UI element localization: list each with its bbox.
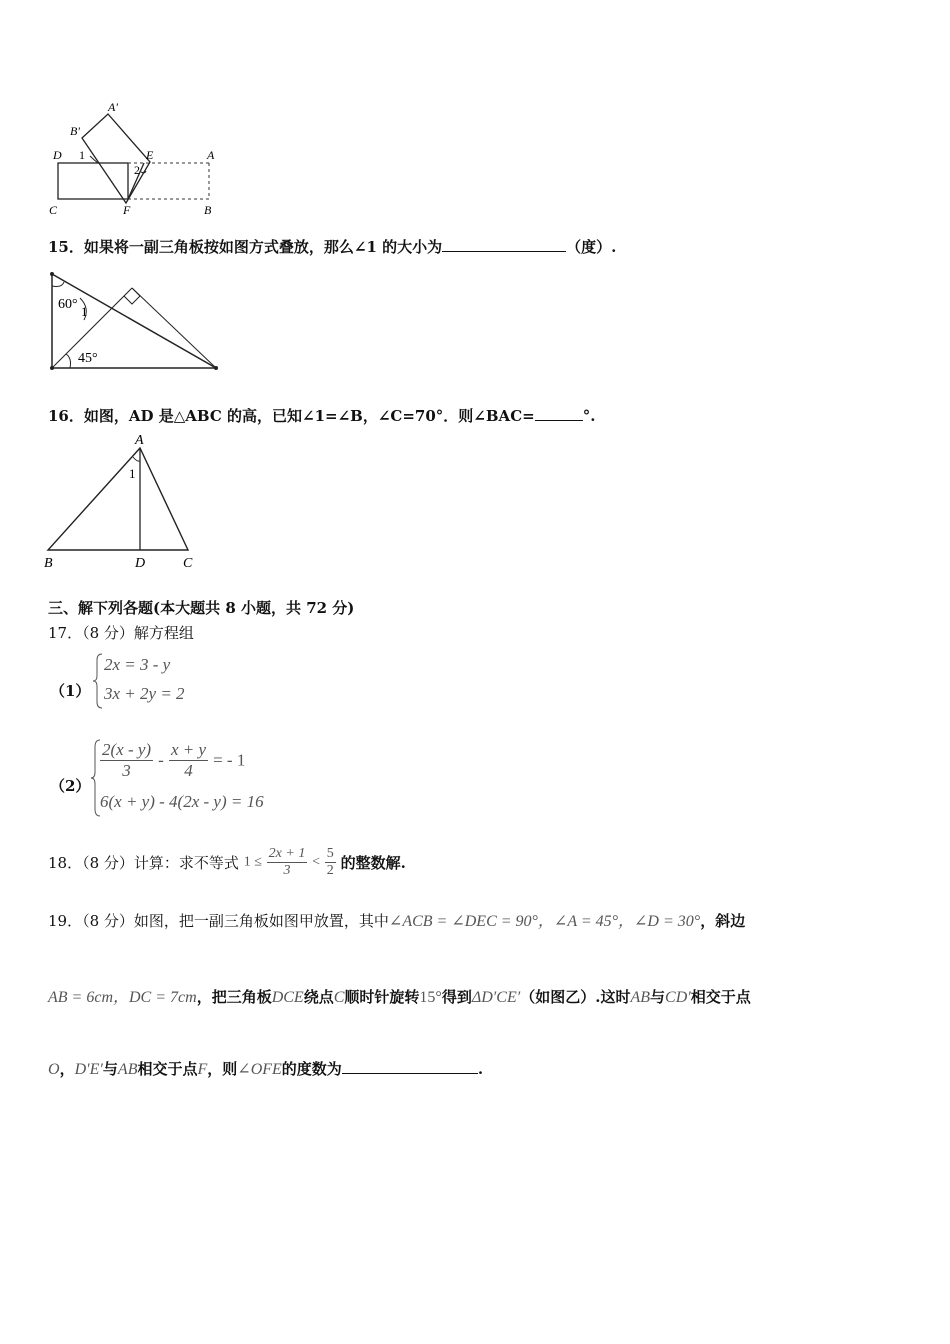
question-19-line2	[48, 984, 751, 1007]
label-a: A	[207, 148, 215, 162]
q19-tail1: ，斜边	[700, 912, 746, 930]
q17-p2-num2: x + y	[170, 740, 206, 759]
q17-p1-eq2: 3x + 2y = 2	[104, 684, 185, 703]
brace-1	[92, 652, 104, 710]
q19-t13: 的度数为	[281, 1060, 342, 1078]
label-d: D	[53, 148, 62, 162]
q17-p2-den1: 3	[122, 761, 131, 780]
q18-num2: 5	[326, 846, 334, 861]
question-18	[48, 846, 406, 879]
q19-t9: ，	[59, 1060, 75, 1078]
label-one: 1	[81, 304, 88, 319]
q19-answer-blank[interactable]	[342, 1059, 478, 1074]
q15-number: 15．	[48, 238, 84, 256]
label-a: A	[135, 433, 144, 448]
label-a-prime: A′	[108, 100, 118, 114]
q19-t3: 绕点	[303, 988, 334, 1006]
q19-f: F	[197, 1061, 208, 1078]
q16-answer-blank[interactable]	[535, 406, 583, 421]
section-3-title: 三、解下列各题(本大题共 8 小题，共 72 分)	[48, 599, 355, 617]
label-c: C	[49, 203, 58, 217]
q19-t5: 得到	[441, 988, 472, 1006]
q19-ab3: AB	[117, 1061, 138, 1078]
q19-tail: .	[477, 1060, 484, 1078]
q18-num: 2x + 1	[268, 846, 306, 861]
question-19-line3	[48, 1058, 483, 1079]
question-15	[48, 236, 616, 257]
q19-ofe: ∠OFE	[237, 1061, 282, 1078]
q17-part2-label: （2）	[50, 777, 91, 795]
q18-den2: 2	[326, 863, 334, 878]
label-two: 2	[134, 163, 140, 177]
figure-triangle-abc	[40, 430, 210, 572]
q19-ab: AB = 6cm，DC = 7cm	[48, 989, 197, 1006]
q18-header: 18．（8 分）计算：求不等式	[48, 854, 239, 872]
q19-t12: ，则	[207, 1060, 238, 1078]
label-60: 60°	[58, 297, 78, 312]
q17-p2-eq2: 6(x + y) - 4(2x - y) = 16	[100, 792, 264, 811]
q19-cd: CD′	[665, 989, 691, 1006]
q19-header: 19．（8 分）如图，把一副三角板如图甲放置，其中	[48, 912, 389, 930]
q15-tail: （度）.	[566, 238, 617, 256]
q16-tail: °.	[582, 407, 596, 425]
q19-o: O	[48, 1061, 60, 1078]
q19-c: C	[333, 989, 345, 1006]
q17-p2-den2: 4	[184, 761, 193, 780]
figure-triangle-rulers	[46, 268, 222, 376]
q18-den: 3	[283, 863, 291, 878]
label-45: 45°	[78, 351, 98, 366]
q19-t11: 相交于点	[137, 1060, 198, 1078]
label-one: 1	[129, 466, 136, 481]
label-b: B	[204, 203, 212, 217]
q15-text: 如果将一副三角板按如图方式叠放，那么∠1 的大小为	[83, 238, 443, 256]
label-b: B	[44, 556, 53, 571]
rect-dcf	[58, 163, 128, 199]
question-16	[48, 405, 595, 426]
q19-t4: 顺时针旋转	[344, 988, 420, 1006]
question-17-header: 17．（8 分）解方程组	[48, 624, 194, 642]
q17-p2-eq1	[100, 740, 245, 781]
question-19-line1	[48, 908, 745, 931]
q17-p2-minus: -	[158, 750, 164, 770]
q19-t2: ，把三角板	[196, 988, 272, 1006]
q18-tail: 的整数解.	[340, 854, 406, 872]
q19-t8: 相交于点	[690, 988, 751, 1006]
q19-cond: ∠ACB = ∠DEC = 90°，∠A = 45°，∠D = 30°	[388, 913, 701, 930]
q19-ab2: AB	[630, 989, 650, 1006]
q18-left: 1 ≤	[243, 854, 262, 870]
figure-rectangle-fold	[46, 100, 226, 222]
q17-p2-num1: 2(x - y)	[102, 740, 152, 759]
q17-p2-rhs: = - 1	[213, 750, 246, 770]
q19-t10: 与	[102, 1060, 118, 1078]
q15-answer-blank[interactable]	[442, 237, 566, 252]
q16-number: 16．	[48, 407, 84, 425]
q19-dce: DCE	[271, 989, 304, 1006]
q17-p1-eq1: 2x = 3 - y	[104, 655, 171, 674]
q17-part1-label: （1）	[50, 682, 91, 700]
label-e: E	[146, 148, 154, 162]
label-f: F	[123, 203, 131, 217]
label-one: 1	[79, 148, 85, 162]
q19-t6: （如图乙）.这时	[520, 988, 631, 1006]
label-d: D	[135, 556, 146, 571]
label-b-prime: B′	[70, 124, 80, 138]
q18-lt: <	[312, 854, 321, 870]
q19-deg: 15°	[419, 989, 442, 1006]
label-c: C	[183, 556, 193, 571]
q19-tri: ΔD′CE′	[471, 989, 521, 1006]
q16-text: 如图，AD 是△ABC 的高，已知∠1=∠B，∠C=70°．则∠BAC=	[83, 407, 535, 425]
q19-de: D′E′	[74, 1061, 103, 1078]
q19-t7: 与	[650, 988, 666, 1006]
